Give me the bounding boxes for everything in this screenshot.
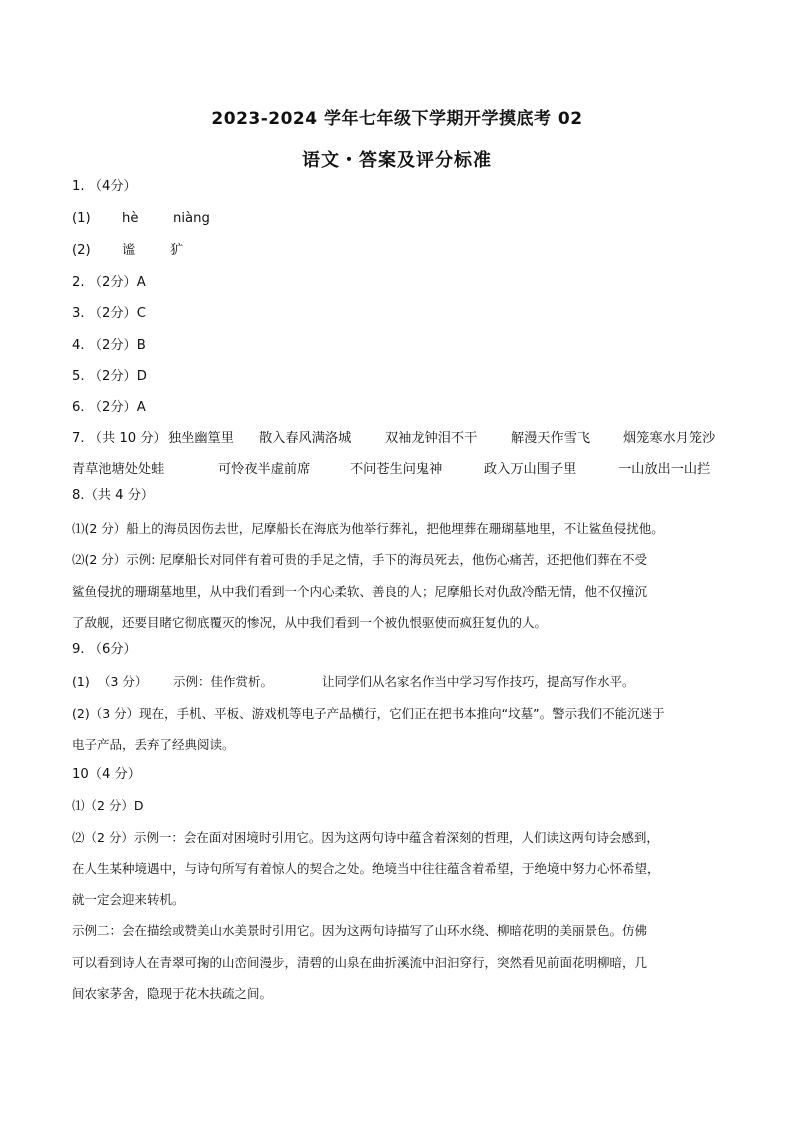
q9-part1 (72, 673, 635, 691)
q7-heading: 7. （共 10 分） (72, 431, 167, 446)
q7-line: 解漫天作雪飞 (511, 431, 591, 446)
document-subtitle: 语文・答案及评分标准 (302, 150, 492, 171)
q1-part1-answer-a: hè (122, 211, 139, 226)
q8-part2-line: 了敌舰，还要目睹它彻底覆灭的惨况，从中我们看到一个被仇恨驱使而疯狂复仇的人。 (72, 615, 548, 630)
q9-part1-score: （3 分） (98, 674, 148, 689)
q7-line: 可怜夜半虚前席 (218, 462, 311, 477)
q7-line: 独坐幽篁里 (168, 431, 234, 446)
q8-part2-line: ⑵(2 分）示例: 尼摩船长对同伴有着可贵的手足之情，手下的海员死去，他伤心痛苦，还把他们葬在不受 (72, 552, 647, 567)
q3-answer: 3. （2分）C (72, 306, 146, 321)
q9-part1-answer-b: 让同学们从名家名作当中学习写作技巧，提高写作水平。 (322, 674, 635, 689)
q9-part2-line: (2)（3 分）现在，手机、平板、游戏机等电子产品横行，它们正在把书本推向“坟墓”。警示我们不能沉迷于 (72, 706, 665, 721)
q1-heading: 1. （4分） (72, 179, 137, 194)
q10-part2-line: 在人生某种境遇中，与诗句所写有着惊人的契合之处。绝境当中往往蕴含着希望，于绝境中努力心怀希望， (72, 861, 660, 876)
q8-heading: 8.（共 4 分） (72, 488, 155, 503)
q7-line: 烟笼寒水月笼沙 (623, 431, 716, 446)
q9-part1-number: (1) (72, 674, 90, 689)
q7-line: 一山放出一山拦 (618, 462, 711, 477)
q1-part1-answer-b: niàng (173, 211, 210, 226)
q10-heading: 10（4 分） (72, 767, 141, 782)
q7-line: 不问苍生问鬼神 (350, 462, 443, 477)
q10-example2-line: 可以看到诗人在青翠可掬的山峦间漫步，清碧的山泉在曲折溪流中汩汩穿行，突然看见前面花明柳暗，几 (72, 955, 648, 970)
q1-part2 (72, 242, 184, 260)
q1-part2-number: (2) (72, 243, 91, 258)
q9-part1-answer-a: 示例：佳作赏析。 (173, 674, 274, 689)
q9-heading: 9. （6分） (72, 642, 137, 657)
q8-part1: ⑴(2 分）船上的海员因伤去世，尼摩船长在海底为他举行葬礼，把他埋葬在珊瑚墓地里，不让鲨鱼侵扰他。 (72, 521, 664, 536)
q7-row1 (72, 430, 716, 448)
q7-line: 双袖龙钟泪不干 (385, 431, 478, 446)
q1-part1-number: (1) (72, 211, 91, 226)
q1-part2-answer-a: 谧 (122, 243, 136, 258)
q7-line: 政入万山围子里 (484, 462, 577, 477)
q8-part2-line: 鲨鱼侵扰的珊瑚墓地里，从中我们看到一个内心柔软、善良的人；尼摩船长对仇敌冷酷无情，他不仅撞沉 (72, 584, 648, 599)
q6-answer: 6. （2分）A (72, 400, 146, 415)
q10-example2-line: 示例二：会在描绘或赞美山水美景时引用它。因为这两句诗描写了山环水绕、柳暗花明的美丽景色。仿佛 (72, 923, 648, 938)
q7-line: 散入春风满洛城 (259, 431, 352, 446)
q2-answer: 2. （2分）A (72, 275, 146, 290)
q10-part1: ⑴（2 分）D (72, 798, 144, 813)
q10-part2-line: 就一定会迎来转机。 (72, 892, 185, 907)
q1-part1 (72, 210, 210, 228)
q10-example2-line: 间农家茅舍，隐现于花木扶疏之间。 (72, 986, 273, 1001)
q10-part2-line: ⑵（2 分）示例一：会在面对困境时引用它。因为这两句诗中蕴含着深刻的哲理，人们读这两句诗会感到， (72, 830, 659, 845)
q7-line: 青草池塘处处蛙 (72, 462, 165, 477)
q1-part2-answer-b: 犷 (170, 243, 184, 258)
q5-answer: 5. （2分）D (72, 369, 147, 384)
q9-part2-line: 电子产品，丢弃了经典阅读。 (72, 737, 235, 752)
q7-row2 (72, 461, 711, 479)
q4-answer: 4. （2分）B (72, 338, 146, 353)
document-title: 2023-2024 学年七年级下学期开学摸底考 02 (211, 109, 583, 129)
